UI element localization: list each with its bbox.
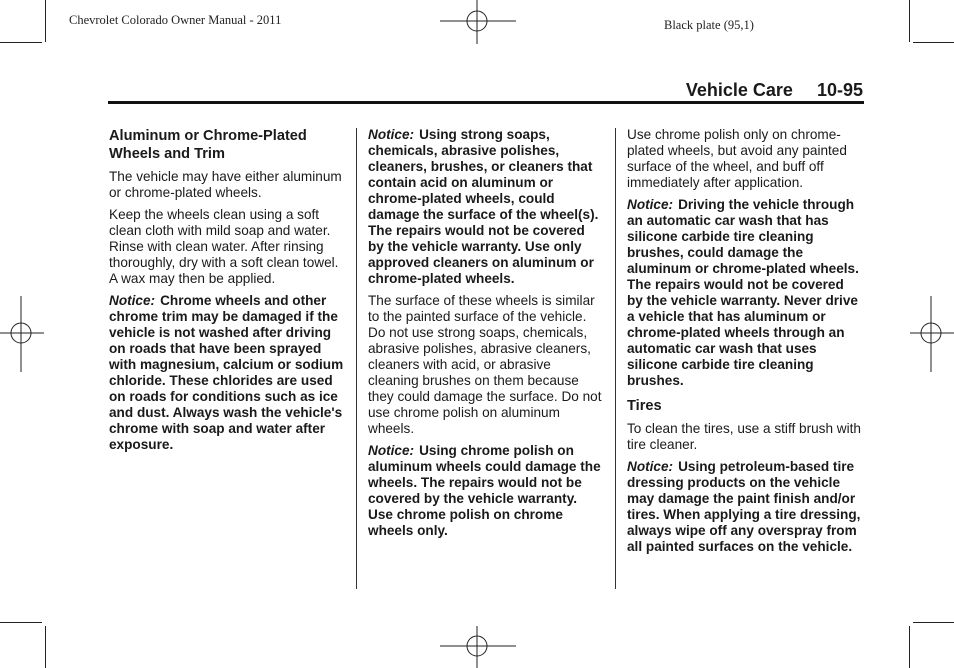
notice-label: Notice: <box>368 443 415 458</box>
crop-mark <box>45 0 46 42</box>
crop-mark <box>0 622 42 623</box>
notice <box>109 293 349 453</box>
section-header <box>686 80 863 101</box>
notice <box>368 443 604 539</box>
paragraph: To clean the tires, use a stiff brush with tire cleaner. <box>627 421 861 452</box>
notice-label: Notice: <box>627 197 674 212</box>
crop-mark <box>45 626 46 668</box>
section-heading: Tires <box>627 398 662 414</box>
notice-label: Notice: <box>627 459 674 474</box>
page-number: 10-95 <box>816 80 863 100</box>
paragraph: Keep the wheels clean using a soft clean cloth with mild soap and water. Rinse with clean water. After rinsing thoroughly, dry with a soft clean towel. A wax may then be applied. <box>109 207 339 286</box>
paragraph: The surface of these wheels is similar to the painted surface of the vehicle. Do not use strong soaps, chemicals, abrasive polishes, abrasive cleaners, cleaners with acid, or abrasive cleaning brushes on them because they could damage the surface. Do not use chrome polish on aluminum wheels. <box>368 293 602 436</box>
registration-mark-icon <box>910 296 954 372</box>
registration-mark-icon <box>440 0 516 44</box>
plate-label: Black plate (95,1) <box>664 18 754 32</box>
notice-text: Using chrome polish on aluminum wheels could damage the wheels. The repairs would not be covered by the vehicle warranty. Use chrome polish on chrome wheels only. <box>368 443 601 538</box>
notice-label: Notice: <box>368 127 415 142</box>
column-1 <box>109 127 349 459</box>
column-3 <box>627 127 863 561</box>
crop-mark <box>0 42 42 43</box>
crop-mark <box>913 42 954 43</box>
section-title: Vehicle Care <box>685 80 793 100</box>
notice-label: Notice: <box>109 293 156 308</box>
manual-title: Chevrolet Colorado Owner Manual - 2011 <box>69 13 282 27</box>
registration-mark-icon <box>0 296 44 372</box>
notice <box>627 459 863 555</box>
notice <box>627 197 863 389</box>
crop-mark <box>913 622 954 623</box>
notice <box>368 127 604 287</box>
header-rule <box>108 101 864 104</box>
column-divider <box>615 128 616 589</box>
notice-text: Chrome wheels and other chrome trim may be damaged if the vehicle is not washed after driving on roads that have been sprayed with magnesium, calcium or sodium chloride. These chlorides are used on roads for conditions such as ice and dust. Always wash the vehicle's chrome with soap and water after exposure. <box>109 293 344 452</box>
section-heading: Aluminum or Chrome-Plated Wheels and Trim <box>109 128 307 162</box>
notice-text: Driving the vehicle through an automatic car wash that has silicone carbide tire cleaning brushes, could damage the aluminum or chrome-plated wheels. The repairs would not be covered by the vehicle warranty. Never drive a vehicle that has aluminum or chrome-plated wheels through an automatic car wash that uses silicone carbide tire cleaning brushes. <box>627 197 859 388</box>
registration-mark-icon <box>440 626 516 668</box>
paragraph: Use chrome polish only on chrome-plated wheels, but avoid any painted surface of the wheel, and buff off immediately after application. <box>627 127 847 190</box>
column-2 <box>368 127 604 545</box>
notice-text: Using petroleum-based tire dressing products on the vehicle may damage the paint finish and/or tires. When applying a tire dressing, always wipe off any overspray from all painted surfaces on the vehicle. <box>627 459 861 554</box>
notice-text: Using strong soaps, chemicals, abrasive polishes, cleaners, brushes, or cleaners that contain acid on aluminum or chrome-plated wheels, could damage the surface of the wheel(s). The repairs would not be covered by the vehicle warranty. Use only approved cleaners on aluminum or chrome-plated wheels. <box>368 127 599 286</box>
paragraph: The vehicle may have either aluminum or chrome-plated wheels. <box>109 169 342 200</box>
crop-mark <box>909 0 910 42</box>
crop-mark <box>909 626 910 668</box>
column-divider <box>356 128 357 589</box>
